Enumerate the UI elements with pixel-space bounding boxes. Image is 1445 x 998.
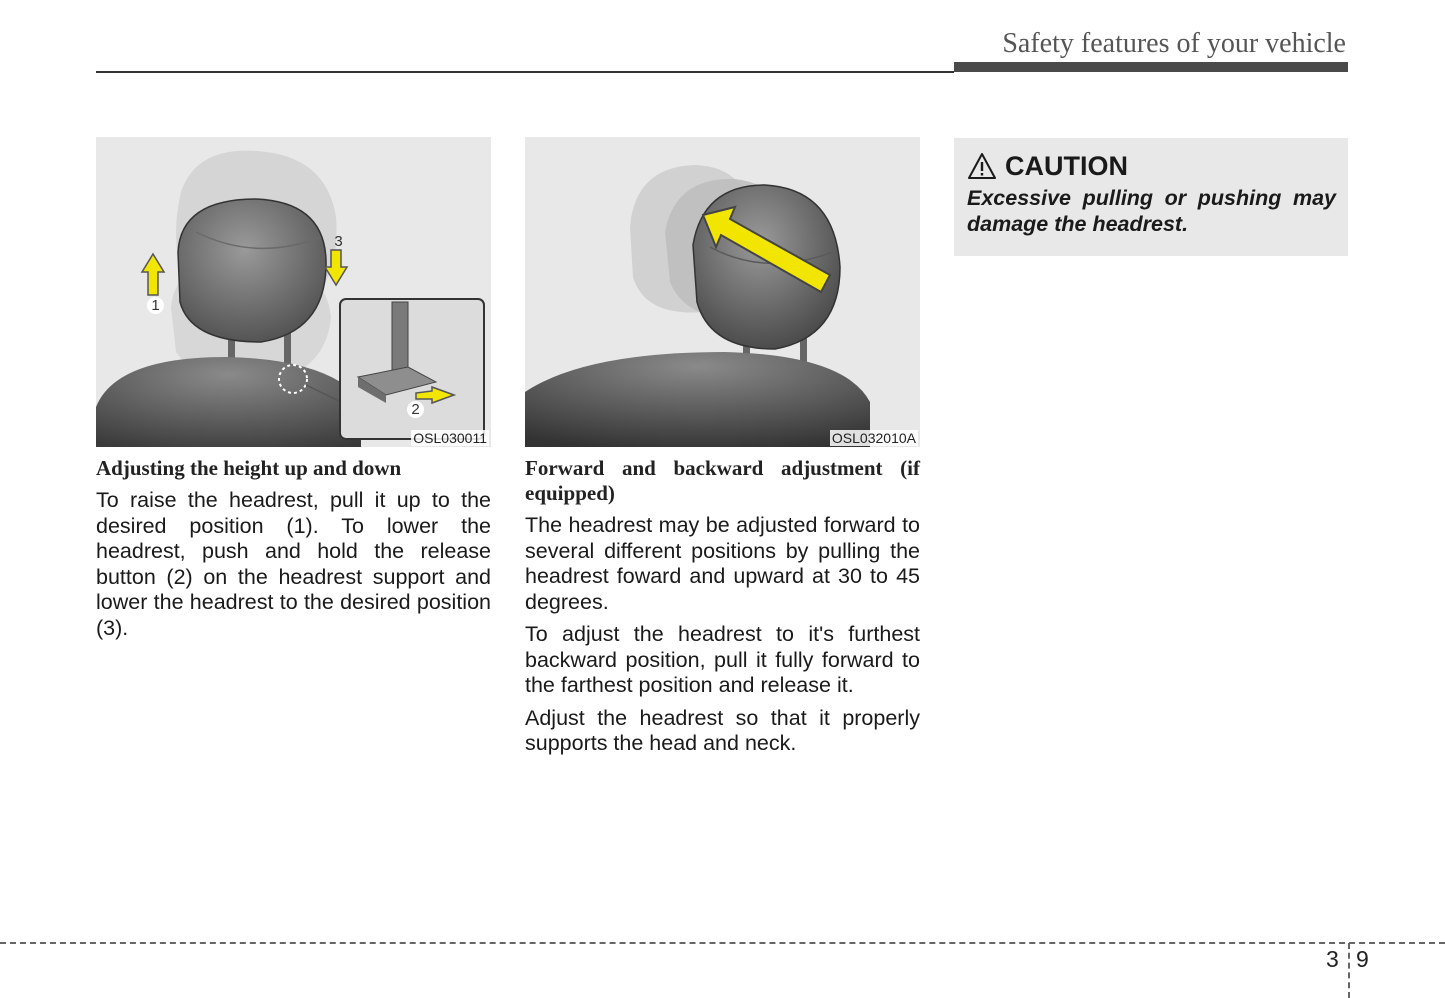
callout-1: 1 bbox=[147, 297, 164, 314]
header-bar bbox=[954, 62, 1348, 72]
headrest-height-illustration bbox=[96, 137, 491, 447]
figure-code: OSL032010A bbox=[831, 430, 916, 446]
page-header-title: Safety features of your vehicle bbox=[1002, 28, 1346, 59]
caution-title-row bbox=[967, 150, 1336, 182]
paragraph: Adjust the headrest so that it properly supports the head and neck. bbox=[525, 705, 920, 755]
paragraph: To adjust the headrest to it's furthest backward position, pull it fully forward to the farthest position and release it. bbox=[525, 622, 920, 697]
section-body-forward bbox=[525, 513, 920, 764]
section-heading-forward: Forward and backward adjustment (if equipped) bbox=[525, 456, 920, 505]
headrest-tilt-illustration bbox=[525, 137, 920, 447]
section-body-height bbox=[96, 488, 491, 648]
paragraph: The headrest may be adjusted forward to several different positions by pulling the headrest foward and upward at 30 to 45 degrees. bbox=[525, 513, 920, 614]
figure-code: OSL030011 bbox=[413, 430, 487, 446]
caution-box bbox=[954, 138, 1348, 256]
callout-2: 2 bbox=[407, 401, 424, 418]
section-heading-height: Adjusting the height up and down bbox=[96, 456, 402, 480]
caution-title: CAUTION bbox=[1005, 150, 1128, 181]
paragraph: To raise the headrest, pull it up to the desired position (1). To lower the headrest, push and hold the release button (2) on the headrest support and lower the headrest to the desired position (3). bbox=[96, 488, 491, 640]
footer-divider bbox=[1348, 943, 1350, 998]
warning-triangle-icon bbox=[967, 152, 997, 180]
footer-rule bbox=[0, 942, 1445, 944]
header-rule bbox=[96, 71, 954, 73]
caution-text: Excessive pulling or pushing may damage the headrest. bbox=[967, 186, 1336, 236]
page-number: 9 bbox=[1356, 946, 1369, 972]
figure-forward-backward bbox=[525, 137, 920, 447]
callout-3: 3 bbox=[334, 233, 343, 250]
figure-height-adjustment bbox=[96, 137, 491, 447]
chapter-number: 3 bbox=[1326, 946, 1339, 972]
